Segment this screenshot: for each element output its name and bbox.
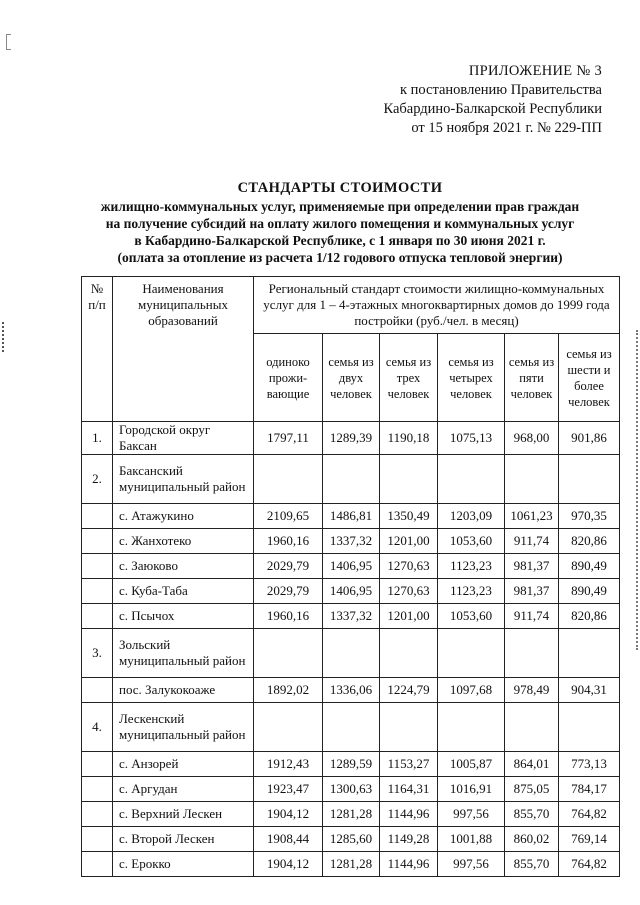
row-value-cell: 1097,68 xyxy=(438,678,505,703)
row-value-cell: 860,02 xyxy=(505,827,559,852)
row-value-cell: 820,86 xyxy=(559,604,620,629)
scan-edge-marks-right xyxy=(633,330,638,650)
heading-line: на получение субсидий на оплату жилого помещения и коммунальных услуг xyxy=(105,216,575,231)
row-value-cell xyxy=(380,703,438,752)
table-row xyxy=(82,703,620,752)
row-number: 3. xyxy=(82,629,113,678)
row-value-cell: 890,49 xyxy=(559,554,620,579)
row-value-cell: 970,35 xyxy=(559,504,620,529)
row-value-cell: 1144,96 xyxy=(380,852,438,877)
row-number xyxy=(82,529,113,554)
scan-edge-marks xyxy=(2,322,7,352)
table-row xyxy=(82,554,620,579)
document-title: СТАНДАРТЫ СТОИМОСТИ xyxy=(237,180,443,196)
row-value-cell: 997,56 xyxy=(438,802,505,827)
row-value-cell xyxy=(438,703,505,752)
row-value-cell: 1270,63 xyxy=(380,579,438,604)
appendix-line: Кабардино-Балкарской Республики xyxy=(383,101,602,117)
heading-line: в Кабардино-Балкарской Республике, с 1 января по 30 июня 2021 г. xyxy=(134,233,546,248)
table-row xyxy=(82,678,620,703)
table-row xyxy=(82,529,620,554)
row-value-cell xyxy=(380,629,438,678)
row-number: 1. xyxy=(82,422,113,455)
row-value-cell: 2029,79 xyxy=(254,579,323,604)
row-number xyxy=(82,579,113,604)
row-municipality-name: Баксанский муниципальный район xyxy=(113,455,254,504)
row-value-cell: 1061,23 xyxy=(505,504,559,529)
row-value-cell: 1123,23 xyxy=(438,579,505,604)
row-municipality-name: Городской округ Баксан xyxy=(113,422,254,455)
row-value-cell xyxy=(505,703,559,752)
row-value-cell: 1153,27 xyxy=(380,752,438,777)
row-value-cell: 1164,31 xyxy=(380,777,438,802)
row-value-cell: 773,13 xyxy=(559,752,620,777)
row-value-cell: 1144,96 xyxy=(380,802,438,827)
table-row xyxy=(82,579,620,604)
appendix-block xyxy=(330,62,602,138)
row-number: 2. xyxy=(82,455,113,504)
row-value-cell xyxy=(505,629,559,678)
row-value-cell xyxy=(380,455,438,504)
row-value-cell xyxy=(559,703,620,752)
subheader-household: семья из трех человек xyxy=(380,334,438,422)
row-value-cell: 1123,23 xyxy=(438,554,505,579)
row-value-cell: 1016,91 xyxy=(438,777,505,802)
row-value-cell: 1923,47 xyxy=(254,777,323,802)
row-value-cell: 784,17 xyxy=(559,777,620,802)
row-value-cell: 1486,81 xyxy=(323,504,380,529)
row-value-cell: 890,49 xyxy=(559,579,620,604)
row-number xyxy=(82,604,113,629)
table-row xyxy=(82,629,620,678)
row-municipality-name: с. Псычох xyxy=(113,604,254,629)
standards-table xyxy=(81,276,620,877)
row-municipality-name: Зольский муниципальный район xyxy=(113,629,254,678)
row-value-cell: 1960,16 xyxy=(254,604,323,629)
row-number: 4. xyxy=(82,703,113,752)
row-value-cell: 1337,32 xyxy=(323,529,380,554)
row-municipality-name: с. Верхний Лескен xyxy=(113,802,254,827)
row-value-cell: 1281,28 xyxy=(323,852,380,877)
row-value-cell: 911,74 xyxy=(505,604,559,629)
row-value-cell: 1005,87 xyxy=(438,752,505,777)
row-value-cell: 981,37 xyxy=(505,579,559,604)
document-heading xyxy=(60,180,620,266)
subheader-household: семья из двух человек xyxy=(323,334,380,422)
row-value-cell: 1281,28 xyxy=(323,802,380,827)
row-value-cell xyxy=(254,629,323,678)
subheader-household: семья из четырех человек xyxy=(438,334,505,422)
header-regional-standard: Региональный стандарт стоимости жилищно-коммунальных услуг для 1 – 4-этажных многоквартирных домов до 1999 года постройки (руб./чел. в месяц) xyxy=(254,277,620,334)
row-value-cell: 1149,28 xyxy=(380,827,438,852)
row-value-cell: 1075,13 xyxy=(438,422,505,455)
row-value-cell: 1336,06 xyxy=(323,678,380,703)
row-number xyxy=(82,504,113,529)
subheader-household: семья из пяти человек xyxy=(505,334,559,422)
table-row xyxy=(82,604,620,629)
row-value-cell: 769,14 xyxy=(559,827,620,852)
row-municipality-name: с. Куба-Таба xyxy=(113,579,254,604)
table-row xyxy=(82,777,620,802)
appendix-line: к постановлению Правительства xyxy=(400,82,602,98)
row-value-cell: 997,56 xyxy=(438,852,505,877)
subheader-household: одиноко прожи-вающие xyxy=(254,334,323,422)
table-row xyxy=(82,504,620,529)
row-value-cell: 1289,59 xyxy=(323,752,380,777)
row-number xyxy=(82,777,113,802)
row-value-cell xyxy=(254,455,323,504)
row-value-cell: 1053,60 xyxy=(438,604,505,629)
table-row xyxy=(82,752,620,777)
row-value-cell: 1001,88 xyxy=(438,827,505,852)
row-number xyxy=(82,852,113,877)
row-value-cell: 1960,16 xyxy=(254,529,323,554)
row-value-cell: 1300,63 xyxy=(323,777,380,802)
header-number: № п/п xyxy=(82,277,113,422)
row-value-cell: 1201,00 xyxy=(380,529,438,554)
row-value-cell: 978,49 xyxy=(505,678,559,703)
row-number xyxy=(82,827,113,852)
row-value-cell xyxy=(438,455,505,504)
row-municipality-name: с. Заюково xyxy=(113,554,254,579)
row-value-cell: 1350,49 xyxy=(380,504,438,529)
row-value-cell: 820,86 xyxy=(559,529,620,554)
row-value-cell: 875,05 xyxy=(505,777,559,802)
row-value-cell: 1190,18 xyxy=(380,422,438,455)
row-value-cell: 855,70 xyxy=(505,802,559,827)
row-value-cell: 1406,95 xyxy=(323,579,380,604)
heading-line: жилищно-коммунальных услуг, применяемые при определении прав граждан xyxy=(100,199,580,214)
row-value-cell: 1053,60 xyxy=(438,529,505,554)
row-value-cell: 1201,00 xyxy=(380,604,438,629)
row-number xyxy=(82,554,113,579)
scan-bracket-mark xyxy=(6,34,11,50)
row-value-cell xyxy=(505,455,559,504)
row-value-cell: 904,31 xyxy=(559,678,620,703)
row-value-cell: 1285,60 xyxy=(323,827,380,852)
row-number xyxy=(82,802,113,827)
header-municipality: Наименования муниципальных образований xyxy=(113,277,254,422)
row-value-cell: 1908,44 xyxy=(254,827,323,852)
row-value-cell: 864,01 xyxy=(505,752,559,777)
row-value-cell: 1892,02 xyxy=(254,678,323,703)
row-value-cell: 1406,95 xyxy=(323,554,380,579)
subheader-household: семья из шести и более человек xyxy=(559,334,620,422)
row-value-cell xyxy=(254,703,323,752)
row-number xyxy=(82,678,113,703)
row-value-cell xyxy=(559,455,620,504)
row-municipality-name: с. Атажукино xyxy=(113,504,254,529)
row-value-cell: 855,70 xyxy=(505,852,559,877)
row-value-cell: 1224,79 xyxy=(380,678,438,703)
appendix-title: ПРИЛОЖЕНИЕ № 3 xyxy=(468,63,602,79)
row-value-cell xyxy=(323,703,380,752)
table-row xyxy=(82,802,620,827)
row-value-cell: 911,74 xyxy=(505,529,559,554)
table-row xyxy=(82,422,620,455)
row-value-cell: 764,82 xyxy=(559,852,620,877)
row-value-cell: 1912,43 xyxy=(254,752,323,777)
table-row xyxy=(82,827,620,852)
row-value-cell: 2029,79 xyxy=(254,554,323,579)
row-value-cell: 1904,12 xyxy=(254,802,323,827)
row-municipality-name: пос. Залукокоаже xyxy=(113,678,254,703)
row-value-cell: 764,82 xyxy=(559,802,620,827)
row-municipality-name: Лескенский муниципальный район xyxy=(113,703,254,752)
row-municipality-name: с. Анзорей xyxy=(113,752,254,777)
row-number xyxy=(82,752,113,777)
row-value-cell xyxy=(323,629,380,678)
row-value-cell: 968,00 xyxy=(505,422,559,455)
row-municipality-name: с. Второй Лескен xyxy=(113,827,254,852)
row-value-cell: 1797,11 xyxy=(254,422,323,455)
row-municipality-name: с. Жанхотеко xyxy=(113,529,254,554)
appendix-line: от 15 ноября 2021 г. № 229-ПП xyxy=(411,120,602,136)
row-value-cell: 1270,63 xyxy=(380,554,438,579)
row-value-cell: 2109,65 xyxy=(254,504,323,529)
row-value-cell xyxy=(438,629,505,678)
row-municipality-name: с. Ерокко xyxy=(113,852,254,877)
row-value-cell xyxy=(323,455,380,504)
row-value-cell: 1337,32 xyxy=(323,604,380,629)
table-body xyxy=(82,422,620,877)
row-value-cell: 981,37 xyxy=(505,554,559,579)
row-value-cell: 1904,12 xyxy=(254,852,323,877)
row-value-cell: 1203,09 xyxy=(438,504,505,529)
row-value-cell: 1289,39 xyxy=(323,422,380,455)
heading-line: (оплата за отопление из расчета 1/12 годового отпуска тепловой энергии) xyxy=(117,250,563,265)
row-value-cell: 901,86 xyxy=(559,422,620,455)
table-row xyxy=(82,852,620,877)
row-value-cell xyxy=(559,629,620,678)
row-municipality-name: с. Аргудан xyxy=(113,777,254,802)
table-row xyxy=(82,455,620,504)
